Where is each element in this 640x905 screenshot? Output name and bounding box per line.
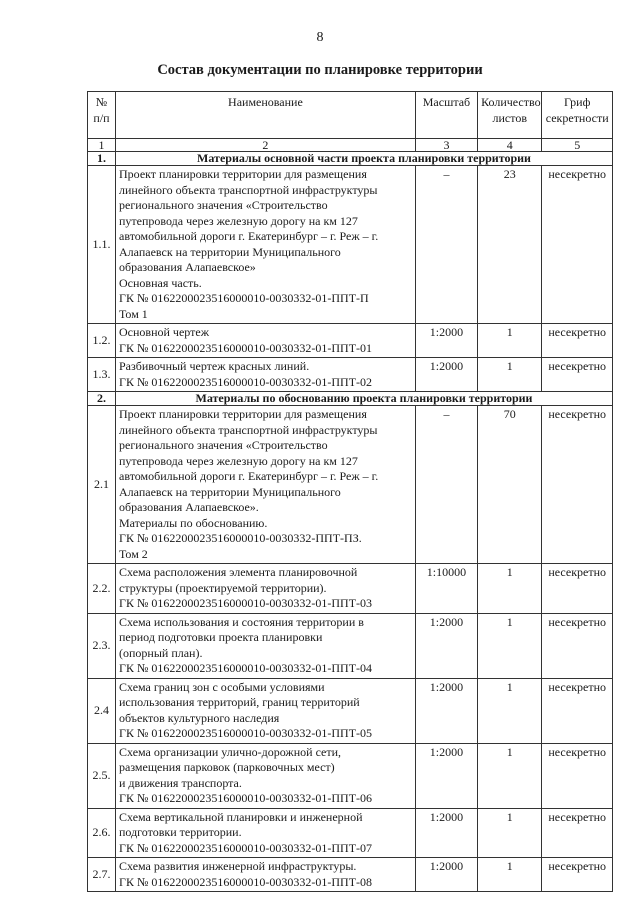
- table-row: [88, 678, 613, 743]
- row-name-line: Материалы по обоснованию.: [119, 515, 268, 530]
- row-number: 1.1.: [88, 166, 116, 324]
- row-number: 2.6.: [88, 808, 116, 858]
- row-scale: 1:2000: [415, 324, 477, 358]
- row-name-line: образования Алапаевское».: [119, 500, 259, 514]
- row-name-line: размещения парковок (парковочных мест): [119, 760, 335, 774]
- document-title: Состав документации по планировке территории: [157, 62, 483, 78]
- column-index-cell: 4: [478, 139, 542, 152]
- row-name-line: ГК № 0162200023516000010-0030332-01-ППТ-01: [119, 340, 373, 355]
- row-qty: 1: [478, 808, 542, 858]
- row-name-line: (опорный план).: [119, 645, 203, 660]
- row-name-line: линейного объекта транспортной инфраструктуры: [119, 182, 378, 197]
- section-title: Материалы по обоснованию проекта планировки территории: [116, 392, 613, 406]
- row-name-line: регионального значения «Строительство: [119, 438, 328, 452]
- row-name-line: автомобильной дороги г. Екатеринбург – г. Реж – г.: [119, 469, 379, 483]
- column-index-cell: 3: [415, 139, 477, 152]
- row-grif: несекретно: [542, 613, 613, 678]
- row-number: 1.2.: [88, 324, 116, 358]
- column-index-cell: 1: [88, 139, 116, 152]
- row-name-line: Схема развития инженерной инфраструктуры.: [119, 859, 357, 873]
- row-scale: –: [415, 406, 477, 564]
- row-name-line: объектов культурного наследия: [119, 710, 280, 725]
- row-name-line: Схема границ зон с особыми условиями: [119, 679, 325, 694]
- row-name: [116, 743, 416, 808]
- row-name-line: образования Алапаевское»: [119, 260, 256, 274]
- row-name-line: Том 2: [119, 546, 148, 561]
- table-row: [88, 808, 613, 858]
- row-name-line: Проект планировки территории для размещения: [119, 167, 367, 181]
- row-scale: 1:10000: [415, 564, 477, 614]
- row-name: [116, 406, 416, 564]
- section-row: [88, 392, 613, 406]
- row-name-line: ГК № 0162200023516000010-0030332-01-ППТ-07: [119, 840, 373, 855]
- row-name-line: Том 1: [119, 306, 148, 321]
- row-name-line: Схема использования и состояния территории в: [119, 614, 364, 629]
- column-index-row: [88, 139, 613, 152]
- row-name-line: Разбивочный чертеж красных линий.: [119, 359, 310, 373]
- section-number: 2.: [88, 392, 116, 406]
- row-scale: 1:2000: [415, 358, 477, 392]
- row-grif: несекретно: [542, 166, 613, 324]
- row-qty: 1: [478, 858, 542, 892]
- header-num: № п/п: [88, 92, 116, 139]
- row-qty: 23: [478, 166, 542, 324]
- row-name: [116, 564, 416, 614]
- row-name-line: Схема расположения элемента планировочной: [119, 565, 358, 579]
- row-name-line: Основной чертеж: [119, 325, 209, 339]
- row-name: [116, 166, 416, 324]
- row-name-line: ГК № 0162200023516000010-0030332-01-ППТ-П: [119, 291, 369, 305]
- row-number: 2.5.: [88, 743, 116, 808]
- row-name-line: ГК № 0162200023516000010-0030332-01-ППТ-02: [119, 374, 373, 389]
- row-name: [116, 613, 416, 678]
- row-scale: 1:2000: [415, 858, 477, 892]
- table-row: [88, 166, 613, 324]
- row-name-line: период подготовки проекта планировки: [119, 630, 323, 644]
- row-scale: 1:2000: [415, 678, 477, 743]
- row-qty: 1: [478, 324, 542, 358]
- table-body: [88, 139, 613, 892]
- row-name-line: использования территорий, границ территорий: [119, 695, 360, 709]
- row-name-line: ГК № 0162200023516000010-0030332-01-ППТ-04: [119, 661, 373, 675]
- table-header-row: [88, 92, 613, 139]
- row-name: [116, 324, 416, 358]
- row-qty: 1: [478, 613, 542, 678]
- page-number: 8: [316, 30, 324, 45]
- row-name: [116, 678, 416, 743]
- row-name-line: и движения транспорта.: [119, 775, 242, 790]
- row-grif: несекретно: [542, 678, 613, 743]
- row-qty: 1: [478, 564, 542, 614]
- row-name-line: ГК № 0162200023516000010-0030332-01-ППТ-06: [119, 791, 373, 805]
- row-qty: 1: [478, 358, 542, 392]
- row-name-line: путепровода через железную дорогу на км 127: [119, 213, 358, 228]
- table-row: [88, 564, 613, 614]
- row-name-line: структуры (проектируемой территории).: [119, 580, 327, 595]
- row-scale: –: [415, 166, 477, 324]
- row-name-line: Основная часть.: [119, 275, 202, 290]
- header-grif: Гриф секретности: [542, 92, 613, 139]
- row-name-line: регионального значения «Строительство: [119, 198, 328, 212]
- row-grif: несекретно: [542, 564, 613, 614]
- row-grif: несекретно: [542, 743, 613, 808]
- row-name-line: линейного объекта транспортной инфраструктуры: [119, 422, 378, 437]
- row-name-line: Схема вертикальной планировки и инженерной: [119, 809, 363, 824]
- row-grif: несекретно: [542, 808, 613, 858]
- row-number: 1.3.: [88, 358, 116, 392]
- column-index-cell: 2: [116, 139, 416, 152]
- row-qty: 70: [478, 406, 542, 564]
- row-qty: 1: [478, 743, 542, 808]
- table-row: [88, 858, 613, 892]
- row-name-line: автомобильной дороги г. Екатеринбург – г. Реж – г.: [119, 229, 379, 243]
- row-name: [116, 858, 416, 892]
- table-row: [88, 324, 613, 358]
- row-number: 2.1: [88, 406, 116, 564]
- header-name: Наименование: [116, 92, 416, 139]
- column-index-cell: 5: [542, 139, 613, 152]
- row-name: [116, 808, 416, 858]
- table-row: [88, 358, 613, 392]
- section-row: [88, 152, 613, 166]
- section-number: 1.: [88, 152, 116, 166]
- header-qty: Количество листов: [478, 92, 542, 139]
- row-scale: 1:2000: [415, 743, 477, 808]
- row-name-line: Алапаевск на территории Муниципального: [119, 484, 341, 499]
- documentation-table: [87, 91, 613, 892]
- row-number: 2.3.: [88, 613, 116, 678]
- header-scale: Масштаб: [415, 92, 477, 139]
- row-name: [116, 358, 416, 392]
- row-name-line: ГК № 0162200023516000010-0030332-01-ППТ-08: [119, 874, 373, 889]
- row-scale: 1:2000: [415, 808, 477, 858]
- row-name-line: ГК № 0162200023516000010-0030332-01-ППТ-05: [119, 726, 373, 740]
- row-name-line: ГК № 0162200023516000010-0030332-ППТ-ПЗ.: [119, 531, 362, 545]
- table-row: [88, 743, 613, 808]
- table-row: [88, 406, 613, 564]
- row-grif: несекретно: [542, 858, 613, 892]
- row-name-line: путепровода через железную дорогу на км 127: [119, 453, 358, 468]
- table-row: [88, 613, 613, 678]
- row-qty: 1: [478, 678, 542, 743]
- row-grif: несекретно: [542, 406, 613, 564]
- row-number: 2.4: [88, 678, 116, 743]
- row-number: 2.7.: [88, 858, 116, 892]
- row-name-line: Схема организации улично-дорожной сети,: [119, 744, 342, 759]
- row-grif: несекретно: [542, 358, 613, 392]
- row-scale: 1:2000: [415, 613, 477, 678]
- row-name-line: ГК № 0162200023516000010-0030332-01-ППТ-03: [119, 596, 373, 610]
- row-number: 2.2.: [88, 564, 116, 614]
- row-name-line: Алапаевск на территории Муниципального: [119, 244, 341, 259]
- row-name-line: подготовки территории.: [119, 825, 242, 839]
- section-title: Материалы основной части проекта планировки территории: [116, 152, 613, 166]
- row-grif: несекретно: [542, 324, 613, 358]
- row-name-line: Проект планировки территории для размещения: [119, 407, 367, 421]
